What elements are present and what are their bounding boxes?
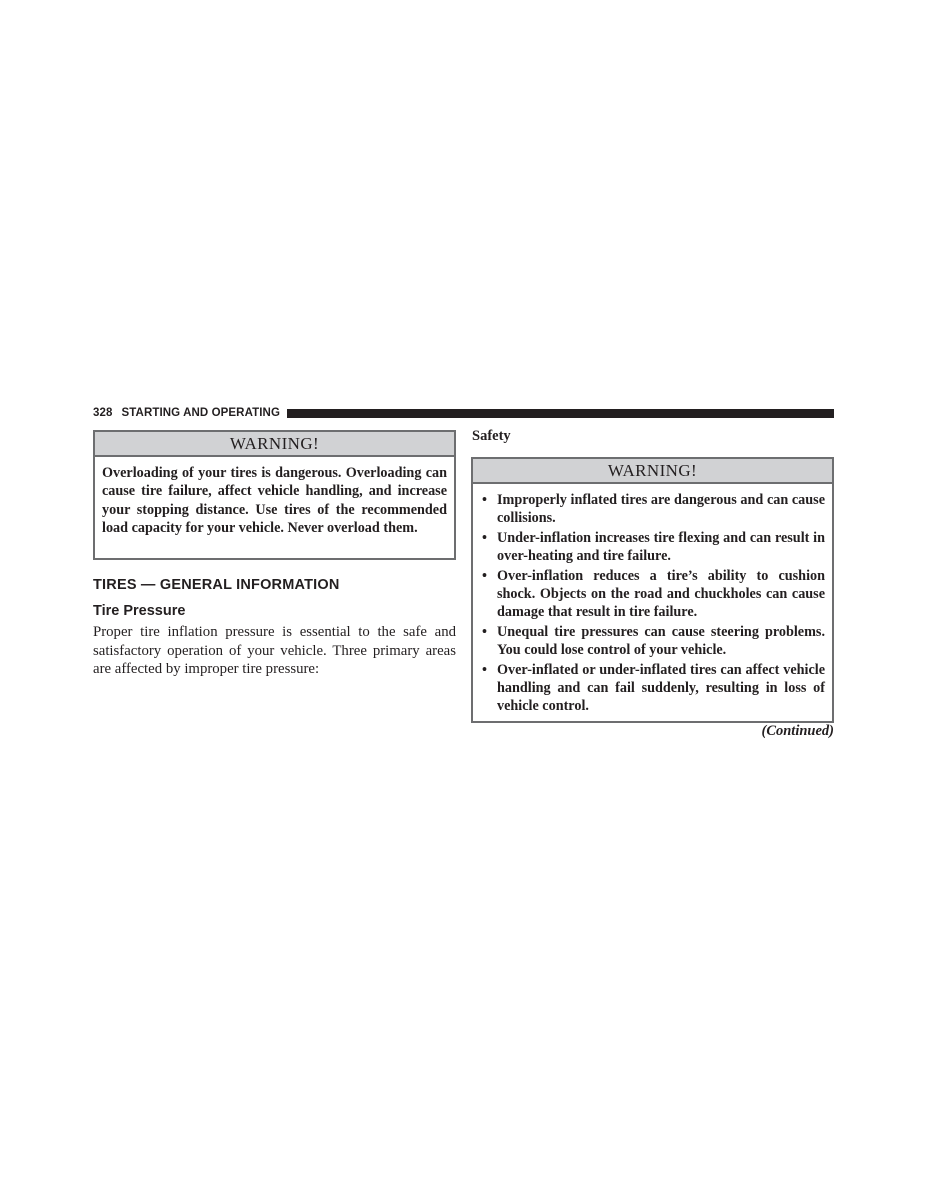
subheading-tire-pressure: Tire Pressure — [93, 603, 186, 619]
warning-text: Overloading of your tires is dangerous. Overloading can cause tire failure, affect vehicle handling, and increase your stopping distance. Use tires of the recommended load capacity for your vehicle. Never overload them. — [102, 465, 447, 537]
bullet-icon: • — [482, 661, 487, 678]
list-item-text: Unequal tire pressures can cause steering problems. You could lose control of your vehicle. — [497, 623, 825, 659]
page-number: 328 — [93, 407, 113, 419]
warning-box-inflation — [471, 457, 834, 723]
bullet-icon: • — [482, 623, 487, 640]
list-item — [480, 623, 825, 660]
header-rule — [287, 409, 834, 418]
list-item-text: Over-inflation reduces a tire’s ability to cushion shock. Objects on the road and chuckholes can cause damage that result in tire failure. — [497, 567, 825, 621]
bullet-icon: • — [482, 529, 487, 546]
list-item-text: Under-inflation increases tire flexing and can result in over-heating and tire failure. — [497, 529, 825, 565]
continued-note: (Continued) — [761, 723, 834, 739]
section-heading: TIRES — GENERAL INFORMATION — [93, 577, 340, 593]
subheading-safety: Safety — [472, 428, 511, 444]
list-item — [480, 661, 825, 716]
warning-title: WARNING! — [95, 432, 454, 457]
warning-box-overloading — [93, 430, 456, 560]
section-title: STARTING AND OPERATING — [121, 407, 281, 419]
list-item — [480, 567, 825, 622]
warning-list — [480, 491, 825, 716]
bullet-icon: • — [482, 567, 487, 584]
list-item — [480, 491, 825, 528]
list-item-text: Over-inflated or under-inflated tires can affect vehicle handling and can fail suddenly, resulting in loss of vehicle control. — [497, 661, 825, 715]
warning-list-container — [473, 484, 832, 716]
list-item-text: Improperly inflated tires are dangerous and can cause collisions. — [497, 492, 825, 527]
page-header — [93, 405, 834, 421]
warning-title: WARNING! — [473, 459, 832, 484]
bullet-icon: • — [482, 492, 487, 508]
list-item — [480, 529, 825, 566]
body-paragraph: Proper tire inflation pressure is essential to the safe and satisfactory operation of your vehicle. Three primary areas are affected by improper tire pressure: — [93, 624, 456, 678]
